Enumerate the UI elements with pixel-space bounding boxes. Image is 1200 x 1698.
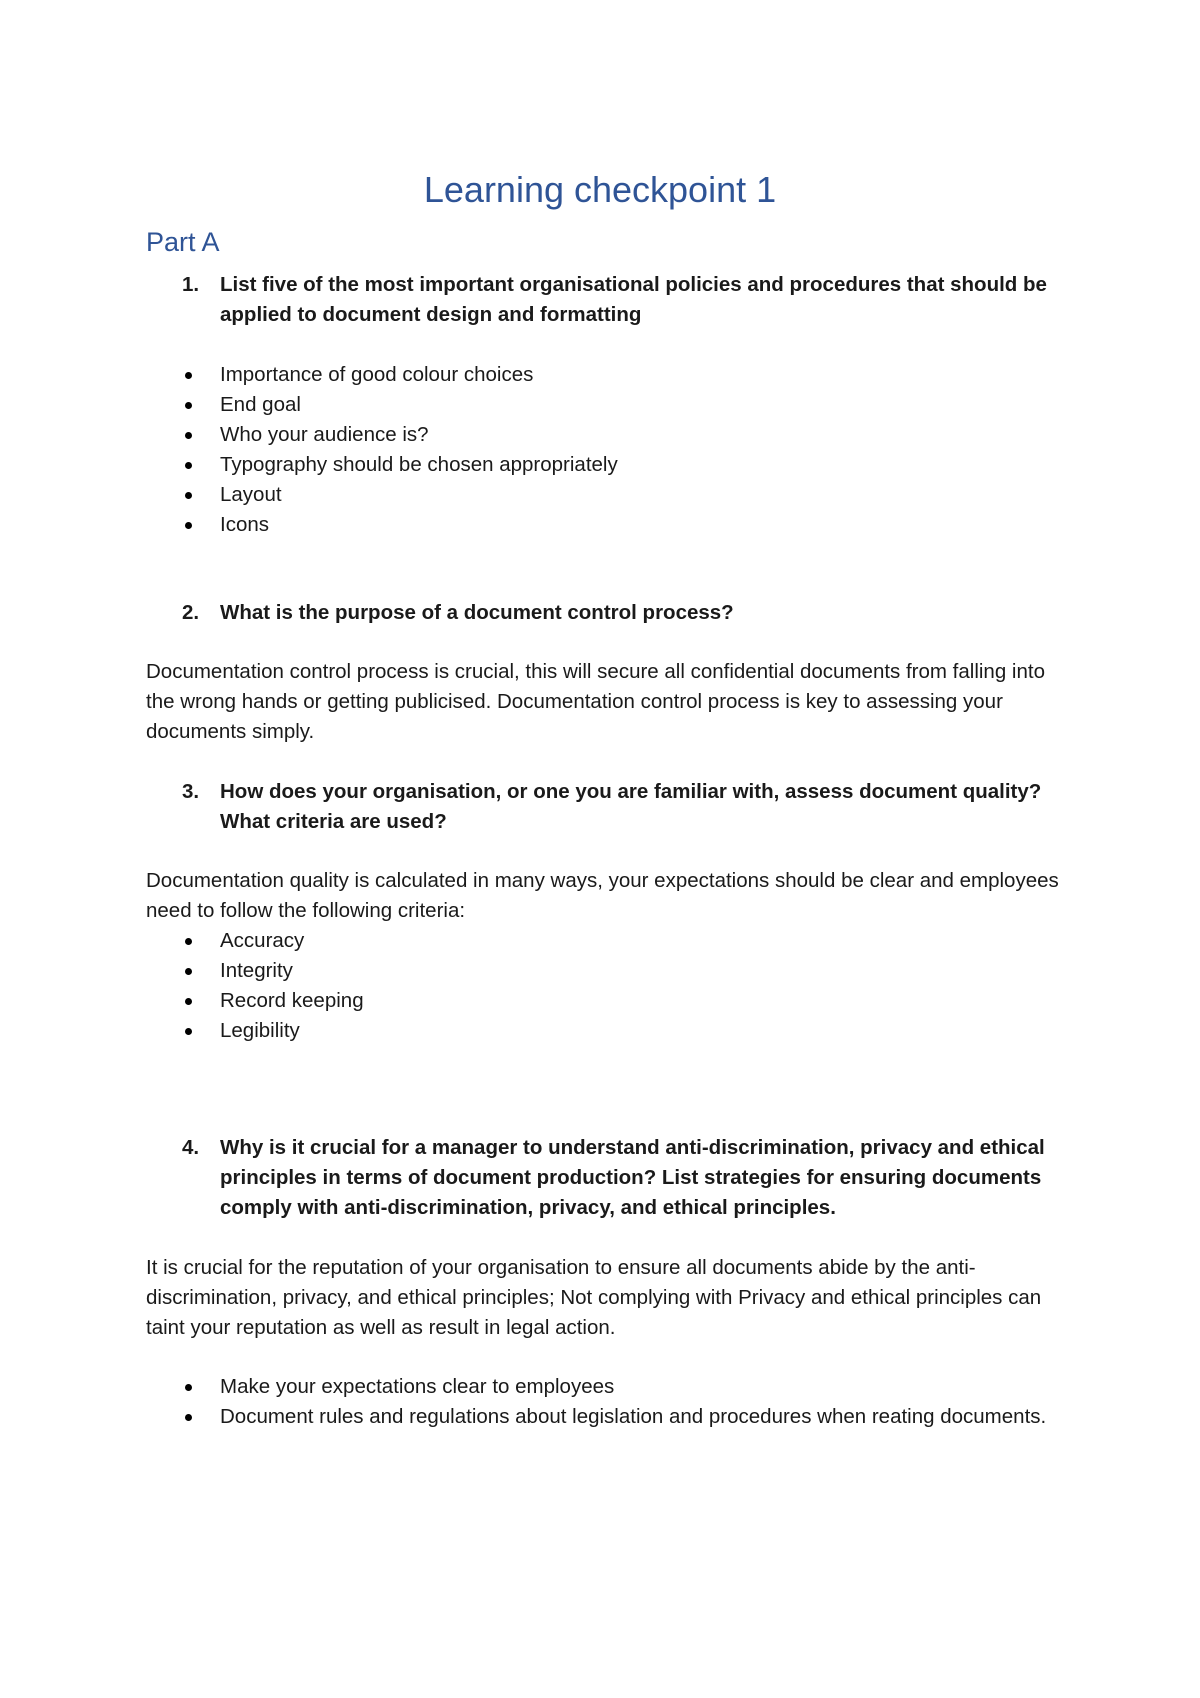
list-item: Legibility [182, 1016, 1062, 1046]
q3-bullet-list [182, 926, 1062, 1046]
bullet-icon [185, 968, 192, 975]
list-item: Accuracy [182, 926, 1062, 956]
question-text: List five of the most important organisational policies and procedures that should be applied to document design and formatting [220, 273, 1047, 326]
bullet-icon [185, 938, 192, 945]
list-item: Who your audience is? [182, 420, 1062, 450]
list-item: Typography should be chosen appropriately [182, 450, 1062, 480]
q4-bullet-list [182, 1372, 1062, 1432]
bullet-icon [185, 1414, 192, 1421]
list-item: End goal [182, 390, 1062, 420]
bullet-icon [185, 372, 192, 379]
list-item: Layout [182, 480, 1062, 510]
bullet-icon [185, 1384, 192, 1391]
question-number: 4. [182, 1136, 200, 1159]
bullet-icon [185, 998, 192, 1005]
question-number: 1. [182, 273, 200, 296]
list-item: Document rules and regulations about legislation and procedures when reating documents. [182, 1402, 1062, 1432]
list-item: Record keeping [182, 986, 1062, 1016]
part-heading: Part A [146, 227, 220, 257]
question-4 [182, 1133, 1062, 1223]
list-item: Importance of good colour choices [182, 360, 1062, 390]
question-text: Why is it crucial for a manager to understand anti-discrimination, privacy and ethical principles in terms of document production? List strategies for ensuring documents comply with anti-discrimination, privacy, and ethical principles. [220, 1136, 1045, 1219]
question-number: 2. [182, 601, 200, 624]
q1-bullet-list [182, 360, 1062, 540]
question-text: How does your organisation, or one you are familiar with, assess document quality? What criteria are used? [220, 780, 1042, 833]
bullet-icon [185, 432, 192, 439]
document-title: Learning checkpoint 1 [423, 169, 777, 210]
list-item: Integrity [182, 956, 1062, 986]
bullet-icon [185, 402, 192, 409]
bullet-icon [185, 462, 192, 469]
question-number: 3. [182, 780, 200, 803]
question-3 [182, 777, 1062, 837]
bullet-icon [185, 522, 192, 529]
list-item: Make your expectations clear to employees [182, 1372, 1062, 1402]
list-item: Icons [182, 510, 1062, 540]
answer-paragraph: Documentation control process is crucial, this will secure all confidential documents from falling into the wrong hands or getting publicised. Documentation control process is key to assessing your documents simply. [146, 660, 1045, 743]
question-text: What is the purpose of a document control process? [220, 601, 734, 624]
bullet-icon [185, 492, 192, 499]
question-1 [182, 270, 1062, 330]
answer-paragraph: It is crucial for the reputation of your organisation to ensure all documents abide by the anti-discrimination, privacy, and ethical principles; Not complying with Privacy and ethical principles can taint your reputation as well as result in legal action. [146, 1256, 1042, 1339]
question-2 [182, 598, 1062, 628]
bullet-icon [185, 1028, 192, 1035]
answer-paragraph: Documentation quality is calculated in many ways, your expectations should be clear and employees need to follow the following criteria: [146, 869, 1059, 922]
